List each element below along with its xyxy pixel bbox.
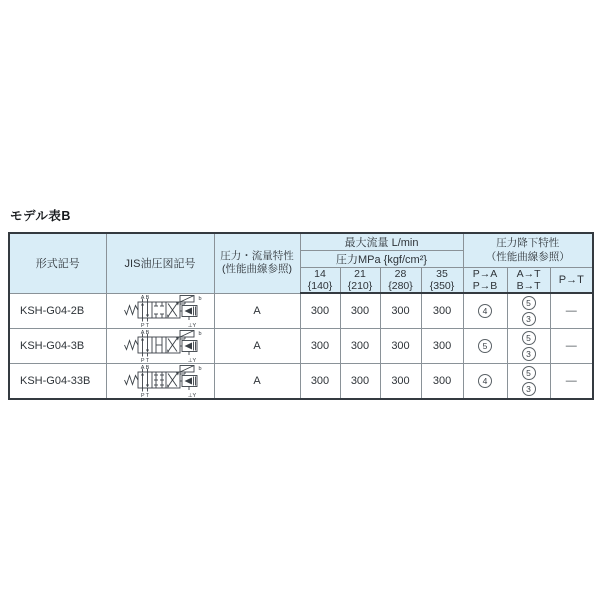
drop-char-line2: （性能曲線参照） <box>485 250 570 263</box>
flow-char-line2: (性能曲線参照) <box>222 263 292 276</box>
circled-number: 3 <box>522 347 536 361</box>
drop-at-bt-value <box>507 363 550 399</box>
flow-value: 300 <box>380 363 421 399</box>
pb-label: P→B <box>472 280 498 293</box>
model-code: KSH-G04-2B <box>9 293 106 328</box>
flow-value: 300 <box>421 293 463 328</box>
ports-bottom-label: P T <box>140 322 150 328</box>
page-title: モデル表B <box>10 209 71 223</box>
jis-symbol-33B <box>110 364 210 398</box>
solenoid-b-label: b <box>198 365 202 372</box>
flow-characteristic-value: A <box>214 293 300 328</box>
jis-symbol-cell <box>106 293 214 328</box>
circled-number: 3 <box>522 382 536 396</box>
jis-symbol-cell <box>106 328 214 363</box>
flow-value: 300 <box>300 328 340 363</box>
flow-value: 300 <box>421 328 463 363</box>
ports-bottom-label: P T <box>140 357 150 363</box>
col-header-35mpa <box>421 268 463 294</box>
drop-pt-value: — <box>550 328 593 363</box>
model-code: KSH-G04-33B <box>9 363 106 399</box>
solenoid-b-label: b <box>198 330 202 337</box>
flow-char-line1: 圧力・流量特性 <box>220 250 294 263</box>
circled-number: 5 <box>522 296 536 310</box>
kgf-140: {140} <box>307 280 333 293</box>
drain-y-label: ⊥Y <box>187 357 197 363</box>
model-table-b <box>8 232 594 400</box>
group-header-max-flow: 最大流量 L/min <box>300 233 463 251</box>
circled-number: 5 <box>478 339 492 353</box>
drop-pt-value: — <box>550 363 593 399</box>
pa-label: P→A <box>472 268 498 280</box>
col-header-pt: P→T <box>550 268 593 294</box>
circled-number: 4 <box>478 374 492 388</box>
at-label: A→T <box>516 268 541 280</box>
flow-value: 300 <box>340 363 380 399</box>
drain-y-label: ⊥Y <box>187 392 197 398</box>
model-code: KSH-G04-3B <box>9 328 106 363</box>
flow-value: 300 <box>340 293 380 328</box>
group-header-pressure-drop <box>463 233 593 268</box>
jis-symbol-3B <box>110 329 210 363</box>
kgf-350: {350} <box>429 280 455 293</box>
flow-value: 300 <box>340 328 380 363</box>
bt-label: B→T <box>516 280 541 293</box>
circled-number: 5 <box>522 366 536 380</box>
drop-pa-pb-value <box>463 293 507 328</box>
col-header-at-bt <box>507 268 550 294</box>
kgf-280: {280} <box>388 280 413 293</box>
drop-at-bt-value <box>507 293 550 328</box>
subheader-pressure-unit: 圧力MPa {kgf/cm²} <box>300 251 463 268</box>
col-header-pa-pb <box>463 268 507 294</box>
flow-characteristic-value: A <box>214 328 300 363</box>
drop-pa-pb-value <box>463 328 507 363</box>
flow-characteristic-value: A <box>214 363 300 399</box>
col-header-model: 形式記号 <box>9 233 106 293</box>
table-row <box>9 293 593 328</box>
drop-char-line1: 圧力降下特性 <box>496 237 560 250</box>
jis-symbol-2B <box>110 294 210 328</box>
col-header-jis-symbol: JIS油圧図記号 <box>106 233 214 293</box>
ports-top-label: A B <box>140 364 150 371</box>
ports-top-label: A B <box>140 329 150 336</box>
flow-value: 300 <box>300 363 340 399</box>
table-row <box>9 363 593 399</box>
drop-pt-value: — <box>550 293 593 328</box>
flow-value: 300 <box>300 293 340 328</box>
circled-number: 5 <box>522 331 536 345</box>
flow-value: 300 <box>380 293 421 328</box>
mpa-35: 35 <box>436 268 448 280</box>
drop-pa-pb-value <box>463 363 507 399</box>
circled-number: 4 <box>478 304 492 318</box>
drop-at-bt-value <box>507 328 550 363</box>
jis-symbol-cell <box>106 363 214 399</box>
solenoid-b-label: b <box>198 295 202 302</box>
ports-bottom-label: P T <box>140 392 150 398</box>
spec-table <box>8 232 594 400</box>
drain-y-label: ⊥Y <box>187 322 197 328</box>
flow-value: 300 <box>380 328 421 363</box>
mpa-14: 14 <box>314 268 326 280</box>
col-header-28mpa <box>380 268 421 294</box>
col-header-21mpa <box>340 268 380 294</box>
table-row <box>9 328 593 363</box>
col-header-14mpa <box>300 268 340 294</box>
col-header-flow-characteristic <box>214 233 300 293</box>
mpa-21: 21 <box>354 268 366 280</box>
mpa-28: 28 <box>394 268 407 280</box>
ports-top-label: A B <box>140 294 150 301</box>
kgf-210: {210} <box>347 280 373 293</box>
circled-number: 3 <box>522 312 536 326</box>
flow-value: 300 <box>421 363 463 399</box>
